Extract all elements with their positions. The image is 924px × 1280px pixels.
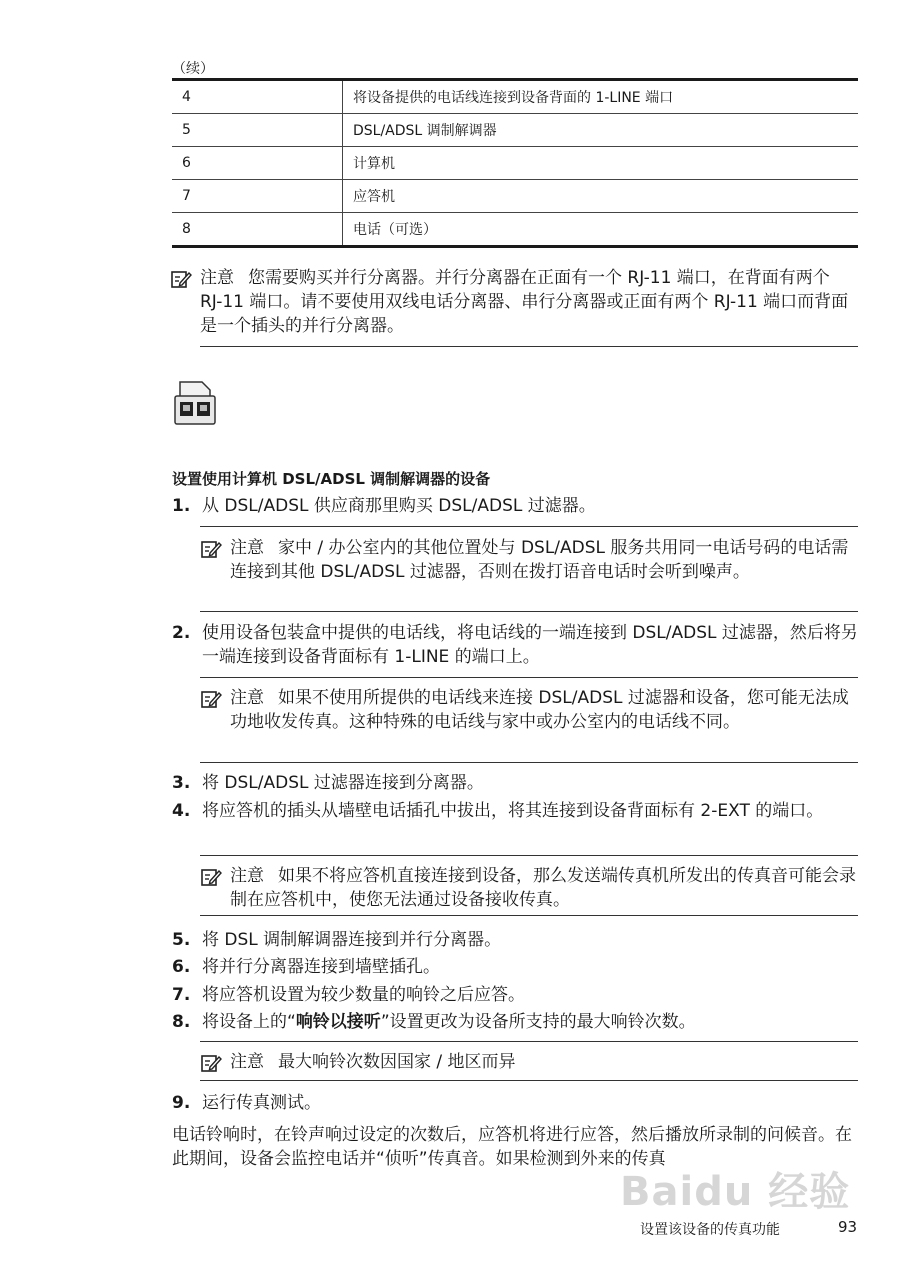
divider	[200, 611, 858, 612]
table-row: 8 电话（可选）	[172, 213, 858, 247]
step-9: 9. 运行传真测试。	[172, 1093, 321, 1113]
footer-section: 设置该设备的传真功能	[640, 1222, 780, 1238]
section-heading: 设置使用计算机 DSL/ADSL 调制解调器的设备	[172, 470, 491, 488]
step-7: 7. 将应答机设置为较少数量的响铃之后应答。	[172, 985, 525, 1005]
note-step-8: 注意 最大响铃次数因国家 / 地区而异	[230, 1050, 856, 1082]
step-3: 3. 将 DSL/ADSL 过滤器连接到分离器。	[172, 773, 484, 793]
step-8: 8. 将设备上的“响铃以接听”设置更改为设备所支持的最大响铃次数。	[172, 1012, 696, 1032]
note-step-4: 注意 如果不将应答机直接连接到设备，那么发送端传真机所发出的传真音可能会录制在应答机中，使您无法通过设备接收传真。	[230, 864, 856, 920]
note-splitter	[200, 266, 856, 346]
divider	[200, 346, 858, 347]
note-label: 注意	[200, 268, 234, 288]
note-step-1: 注意 家中 / 办公室内的其他位置处与 DSL/ADSL 服务共用同一电话号码的电话需连接到其他 DSL/ADSL 过滤器，否则在拨打语音电话时会听到噪声。	[230, 536, 856, 592]
step-2: 2. 使用设备包装盒中提供的电话线，将电话线的一端连接到 DSL/ADSL 过滤器，然后将另一端连接到设备背面标有 1-LINE 的端口上。	[172, 623, 858, 667]
closing-paragraph: 电话铃响时，在铃声响过设定的次数后，应答机将进行应答，然后播放所录制的问候音。在此期间，设备会监控电话并“侦听”传真音。如果检测到外来的传真	[172, 1125, 852, 1169]
page-number: 93	[838, 1218, 858, 1236]
divider	[200, 762, 858, 763]
divider	[200, 1041, 858, 1042]
note-step-2: 注意 如果不使用所提供的电话线来连接 DSL/ADSL 过滤器和设备，您可能无法成功地收发传真。这种特殊的电话线与家中或办公室内的电话线不同。	[230, 686, 856, 742]
divider	[200, 855, 858, 856]
table-row: 6 计算机	[172, 147, 858, 180]
setting-name: 响铃以接听	[295, 1012, 381, 1032]
step-1: 1. 从 DSL/ADSL 供应商那里购买 DSL/ADSL 过滤器。	[172, 496, 596, 516]
parallel-splitter-icon	[172, 378, 218, 428]
note-text: 您需要购买并行分离器。并行分离器在正面有一个 RJ-11 端口，在背面有两个 RJ-11 端口。请不要使用双线电话分离器、串行分离器或正面有两个 RJ-11 端口而背面是一个插头的并行分离器。	[200, 268, 849, 336]
note-pencil-icon	[200, 1052, 222, 1074]
continued-label: （续）	[172, 61, 214, 77]
step-6: 6. 将并行分离器连接到墙壁插孔。	[172, 957, 440, 977]
table-row: 7 应答机	[172, 180, 858, 213]
note-pencil-icon	[200, 538, 222, 560]
step-4: 4. 将应答机的插头从墙壁电话插孔中拔出，将其连接到设备背面标有 2-EXT 的端口。	[172, 801, 824, 821]
divider	[200, 915, 858, 916]
component-table	[172, 78, 858, 248]
note-pencil-icon	[200, 688, 222, 710]
step-5: 5. 将 DSL 调制解调器连接到并行分离器。	[172, 930, 502, 950]
divider	[200, 677, 858, 678]
note-pencil-icon	[170, 268, 192, 290]
divider	[200, 1080, 858, 1081]
table-row: 4 将设备提供的电话线连接到设备背面的 1-LINE 端口	[172, 80, 858, 114]
baidu-watermark: Baidu 经验	[620, 1169, 851, 1215]
note-pencil-icon	[200, 866, 222, 888]
divider	[200, 526, 858, 527]
table-row: 5 DSL/ADSL 调制解调器	[172, 114, 858, 147]
